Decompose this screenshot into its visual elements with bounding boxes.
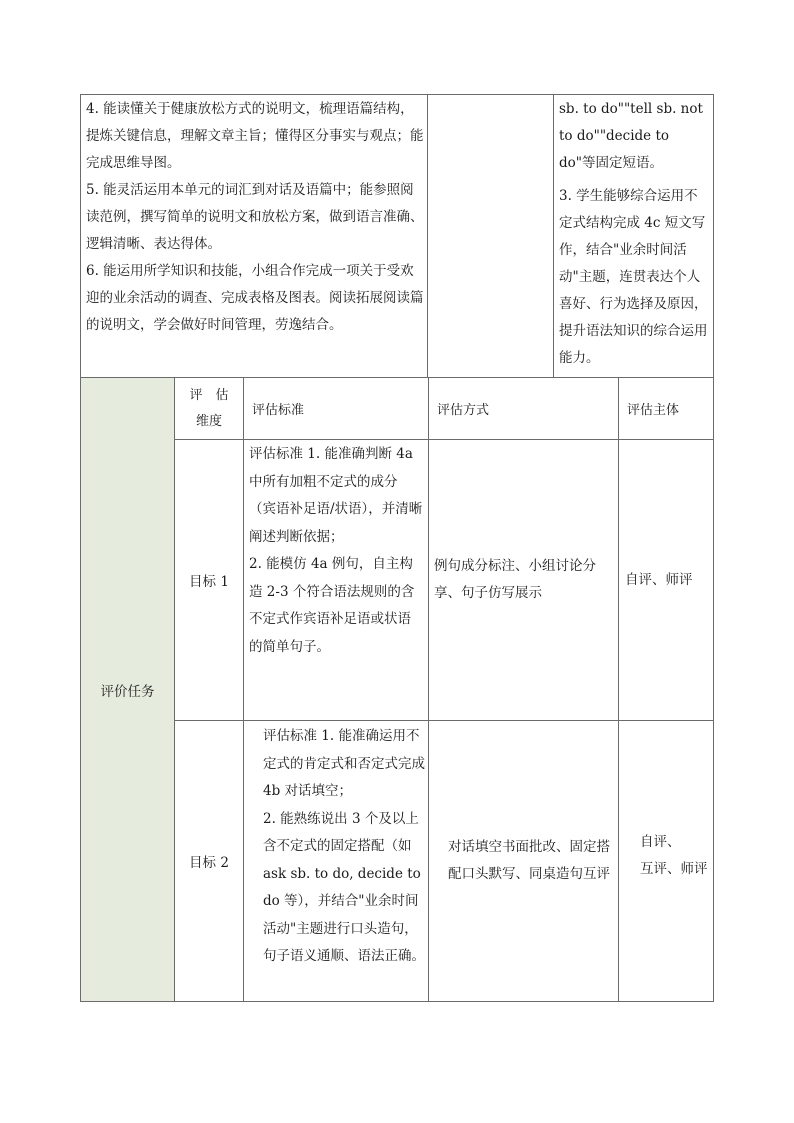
grammar-goals-cell xyxy=(559,96,709,372)
objective-5: 5. 能灵活运用本单元的词汇到对话及语篇中；能参照阅读范例，撰写简单的说明文和放松方案，做到语言准确、逻辑清晰、表达得体。 xyxy=(86,182,424,252)
goal-1-method-text: 例句成分标注、小组讨论分享、句子仿写展示 xyxy=(434,558,596,601)
objective-6: 6. 能运用所学知识和技能，小组合作完成一项关于受欢迎的业余活动的调查、完成表格及图表。阅读拓展阅读篇的说明文，学会做好时间管理，劳逸结合。 xyxy=(86,263,424,333)
goal-2-method-text: 对话填空书面批改、固定搭配口头默写、同桌造句互评 xyxy=(448,839,610,882)
grammar-goal-3: 3. 学生能够综合运用不定式结构完成 4c 短文写作，结合"业余时间活动"主题，连贯表达个人喜好、行为选择及原因，提升语法知识的综合运用能力。 xyxy=(559,188,708,366)
goal-2-subject-line1: 自评、 xyxy=(640,834,681,850)
header-subject xyxy=(627,378,713,439)
header-method-label: 评估方式 xyxy=(437,403,490,418)
goal-2-standard-2: 2. 能熟练说出 3 个及以上含不定式的固定搭配（如 ask sb. to do, decide to do 等），并结合"业余时间活动"主题进行口头造句，句子语义通顺、语法正确。 xyxy=(263,810,425,964)
header-standard xyxy=(252,378,427,439)
goal-1-subject-text: 自评、师评 xyxy=(625,571,693,588)
goal-2-subject xyxy=(640,829,712,883)
objectives-cell xyxy=(86,96,424,339)
goal-1-standard-2: 2. 能模仿 4a 例句，自主构造 2-3 个符合语法规则的含不定式作宾语补足语或状语的简单句子。 xyxy=(249,556,415,655)
eval-task-label-cell xyxy=(81,378,174,1001)
goal-2-method xyxy=(448,721,616,1001)
empty-middle-cell xyxy=(428,95,553,377)
goal-2-cell xyxy=(175,721,243,1001)
header-dimension-line1: 评 估 xyxy=(189,387,229,403)
goal-1-standard xyxy=(249,441,424,661)
header-subject-label: 评估主体 xyxy=(627,403,680,418)
header-standard-label: 评估标准 xyxy=(252,403,305,418)
goal-2-standard xyxy=(263,723,425,971)
goal-2-standard-1: 评估标准 1. 能准确运用不定式的肯定式和否定式完成 4b 对话填空； xyxy=(263,728,425,799)
eval-task-label: 评价任务 xyxy=(100,683,155,700)
goal-1-subject xyxy=(625,440,713,720)
goal-1-label: 目标 1 xyxy=(189,574,229,590)
objective-4: 4. 能读懂关于健康放松方式的说明文，梳理语篇结构，提炼关键信息，理解文章主旨；懂得区分事实与观点；能完成思维导图。 xyxy=(86,101,424,171)
grammar-goal-phrases: sb. to do""tell sb. not to do""decide to do"等固定短语。 xyxy=(559,101,703,171)
goal-1-standard-1: 评估标准 1. 能准确判断 4a 中所有加粗不定式的成分（宾语补足语/状语），并清晰阐述判断依据； xyxy=(249,446,423,545)
goal-2-label: 目标 2 xyxy=(189,855,229,871)
goal-1-cell xyxy=(175,440,243,720)
header-method xyxy=(437,378,617,439)
goal-1-method xyxy=(434,440,618,720)
header-dimension xyxy=(175,378,243,439)
goal-2-subject-line2: 互评、师评 xyxy=(640,861,708,877)
header-dimension-line2: 维度 xyxy=(195,413,222,429)
